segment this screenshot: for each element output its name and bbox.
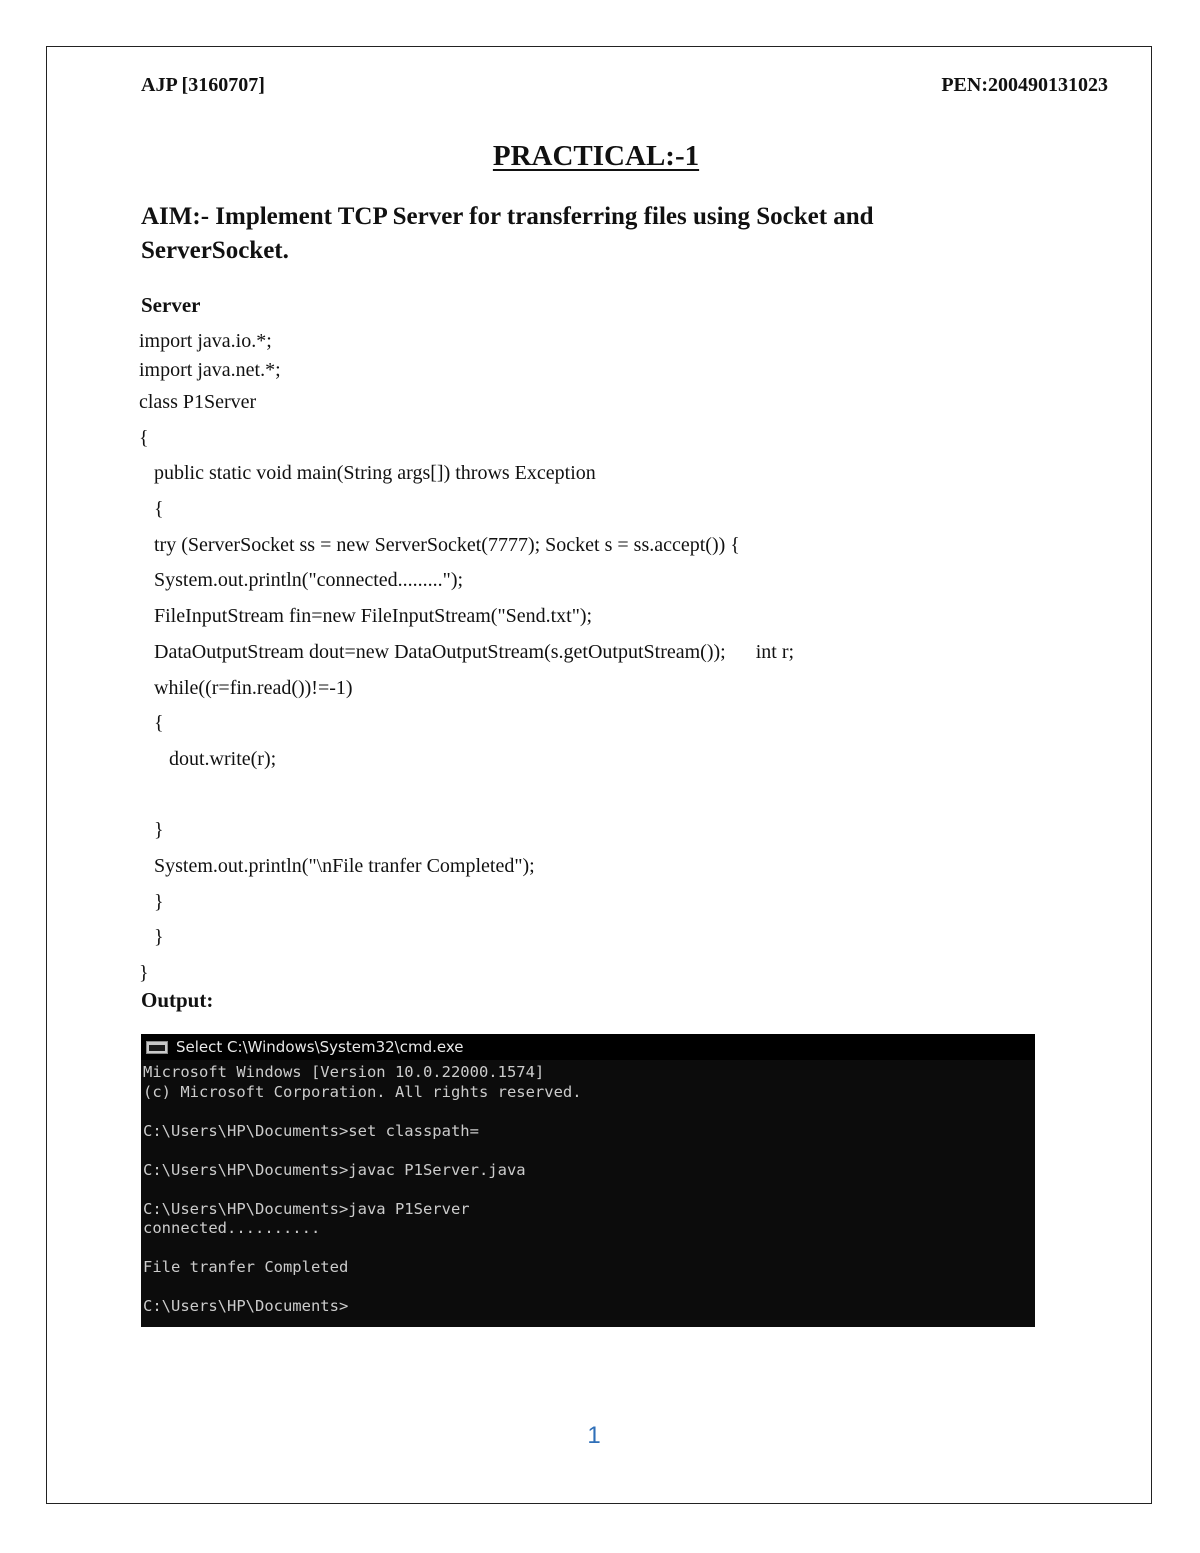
terminal-line: C:\Users\HP\Documents>javac P1Server.java bbox=[143, 1160, 526, 1179]
code-line: import java.net.*; bbox=[139, 359, 281, 381]
terminal-title: Select C:\Windows\System32\cmd.exe bbox=[176, 1038, 464, 1056]
code-line: { bbox=[139, 426, 149, 449]
terminal-output bbox=[141, 1060, 1035, 1317]
terminal-line: connected.......... bbox=[143, 1219, 321, 1237]
code-line: class P1Server bbox=[139, 391, 257, 413]
server-code-block bbox=[139, 327, 1039, 992]
practical-title: PRACTICAL:-1 bbox=[492, 140, 700, 172]
terminal-screenshot bbox=[141, 1034, 1035, 1327]
server-heading: Server bbox=[141, 293, 201, 317]
terminal-line: File tranfer Completed bbox=[143, 1258, 349, 1276]
code-line: } bbox=[139, 819, 164, 842]
code-line: { bbox=[139, 712, 164, 735]
terminal-titlebar bbox=[141, 1034, 1035, 1060]
terminal-line: (c) Microsoft Corporation. All rights reserved. bbox=[143, 1082, 582, 1101]
page-number: 1 bbox=[587, 1422, 601, 1449]
code-line: while((r=fin.read())!=-1) bbox=[139, 676, 353, 699]
terminal-line: C:\Users\HP\Documents>java P1Server bbox=[143, 1199, 470, 1218]
terminal-line: C:\Users\HP\Documents>set classpath= bbox=[143, 1121, 479, 1140]
code-line: FileInputStream fin=new FileInputStream("Send.txt"); bbox=[139, 605, 593, 628]
code-line: System.out.println("connected........."); bbox=[139, 569, 464, 592]
code-line bbox=[139, 778, 1039, 814]
aim-statement: AIM:- Implement TCP Server for transferring files using Socket and ServerSocket. bbox=[141, 203, 874, 264]
cmd-icon bbox=[146, 1041, 168, 1054]
code-line: public static void main(String args[]) throws Exception bbox=[139, 462, 596, 485]
output-heading: Output: bbox=[141, 988, 214, 1012]
course-code: AJP [3160707] bbox=[141, 74, 265, 96]
code-line: try (ServerSocket ss = new ServerSocket(7777); Socket s = ss.accept()) { bbox=[139, 533, 740, 556]
enrollment-number: PEN:200490131023 bbox=[941, 74, 1108, 96]
code-line: { bbox=[139, 498, 164, 521]
terminal-line: Microsoft Windows [Version 10.0.22000.1574] bbox=[143, 1063, 545, 1081]
code-line: DataOutputStream dout=new DataOutputStream(s.getOutputStream()); int r; bbox=[139, 640, 795, 663]
code-line: import java.io.*; bbox=[139, 330, 272, 352]
code-line: dout.write(r); bbox=[139, 747, 277, 770]
code-line: } bbox=[139, 926, 164, 949]
code-line: } bbox=[139, 890, 164, 913]
terminal-line: C:\Users\HP\Documents> bbox=[143, 1297, 349, 1315]
code-line: } bbox=[139, 962, 149, 984]
code-line: System.out.println("\nFile tranfer Completed"); bbox=[139, 854, 535, 877]
